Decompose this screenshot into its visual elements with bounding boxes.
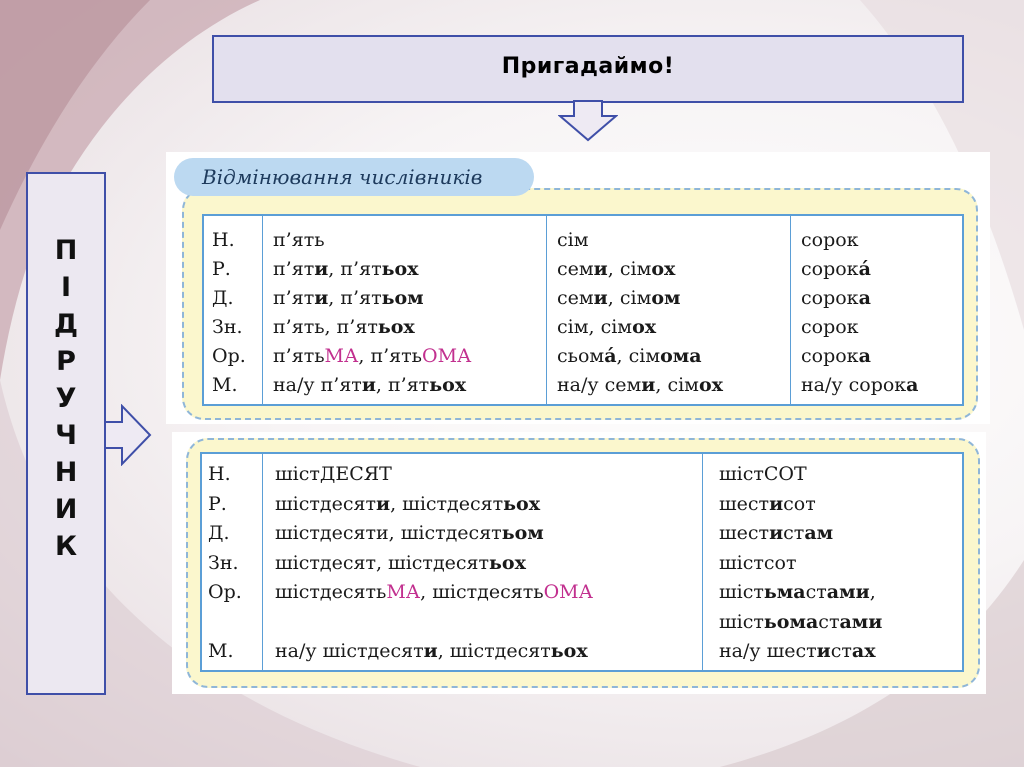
word-form — [273, 313, 546, 342]
marked-suffix: МА — [386, 581, 421, 603]
stem: шістДЕСЯТ — [275, 463, 392, 485]
word-form — [557, 284, 790, 313]
stem: на/у шест — [719, 640, 817, 662]
ending: ьох — [377, 316, 415, 338]
side-letter: Ч — [55, 420, 77, 451]
ending: ьох — [381, 258, 419, 280]
word-form — [273, 226, 546, 255]
right-arrow-icon — [104, 404, 152, 466]
title-banner — [212, 35, 964, 103]
side-letter: И — [54, 494, 78, 525]
declension-table-2 — [200, 452, 964, 672]
ending: и — [593, 258, 608, 280]
ending: и — [314, 287, 329, 309]
side-letter: У — [55, 383, 77, 414]
stem: на/у сем — [557, 374, 642, 396]
marked-suffix: МА — [324, 345, 359, 367]
ending: ьом — [381, 287, 424, 309]
stem: шістдесяти, шістдесят — [275, 522, 502, 544]
word-form — [801, 342, 962, 371]
word-form — [801, 284, 962, 313]
word-form — [275, 578, 702, 608]
stem: , п’ять — [358, 345, 423, 367]
six-hundred-column — [702, 454, 962, 670]
side-letter: Н — [54, 457, 78, 488]
stem: ст — [818, 610, 840, 633]
ending: и — [375, 492, 391, 515]
side-letter: П — [54, 235, 78, 266]
stem: сорок — [801, 229, 859, 251]
word-form — [557, 342, 790, 371]
word-form — [719, 608, 962, 638]
ending: ах — [851, 640, 876, 662]
side-label — [28, 232, 104, 565]
stem: ст — [805, 581, 827, 603]
ending: ох — [698, 374, 723, 396]
case-label: Н. — [208, 463, 231, 485]
stem: сем — [557, 287, 594, 309]
stem: сем — [557, 258, 594, 280]
stem: ст — [830, 640, 852, 662]
side-letter: Д — [53, 309, 79, 340]
ending: ами — [826, 581, 870, 603]
word-form — [557, 255, 790, 284]
case-label: Н. — [212, 229, 235, 251]
word-form — [273, 371, 546, 400]
marked-suffix: ОМА — [422, 345, 472, 367]
side-letter: К — [54, 531, 78, 562]
stem: на/у сорок — [801, 374, 907, 396]
word-form — [719, 460, 962, 490]
word-form — [275, 549, 702, 579]
stem: шістдесят — [275, 492, 376, 515]
stem: , п’ят — [375, 374, 430, 396]
ending: ом — [651, 287, 681, 309]
stem: сот — [783, 492, 816, 515]
ending: и — [361, 374, 376, 396]
ending: ьох — [550, 640, 588, 662]
ending: ьома — [763, 610, 819, 633]
stem: , шістдесять — [420, 581, 544, 603]
ending: á — [604, 345, 617, 367]
stem: шіст — [719, 581, 764, 603]
word-form — [275, 637, 702, 667]
ending: и — [816, 640, 831, 662]
stem: сім, сім — [557, 316, 633, 338]
ending: ьма — [763, 581, 806, 603]
stem: шістсот — [719, 551, 797, 574]
ending: ох — [632, 316, 657, 338]
case-column — [202, 454, 262, 670]
word-form — [273, 342, 546, 371]
case-label: Ор. — [212, 345, 246, 367]
stem: , сім — [607, 258, 652, 280]
ending: ьом — [501, 522, 544, 544]
ending: ьох — [503, 492, 541, 515]
stem: шістдесять — [275, 581, 387, 603]
ending: и — [423, 640, 438, 662]
ending: ома — [660, 345, 702, 367]
word-form — [557, 226, 790, 255]
stem: сорок — [801, 316, 859, 338]
word-form — [275, 519, 702, 549]
ending: ьох — [429, 374, 467, 396]
forty-column — [790, 216, 962, 404]
stem: сорок — [801, 345, 859, 367]
page-title: Пригадаймо! — [501, 53, 675, 79]
word-form — [801, 371, 962, 400]
stem: шест — [719, 492, 770, 515]
stem: п’ять — [273, 229, 325, 251]
stem: п’ять, п’ят — [273, 316, 378, 338]
stem: , шістдесят — [437, 640, 551, 662]
word-form — [719, 519, 962, 549]
word-form — [273, 284, 546, 313]
stem: на/у п’ят — [273, 374, 362, 396]
case-label: Д. — [208, 522, 230, 544]
stem: шіст — [719, 610, 764, 633]
word-form — [719, 578, 962, 608]
case-label: Д. — [212, 287, 234, 309]
ending: и — [769, 492, 784, 515]
word-form — [719, 549, 962, 579]
stem: п’ят — [273, 287, 315, 309]
case-label — [208, 608, 262, 638]
declension-table-1 — [202, 214, 964, 406]
word-form — [273, 255, 546, 284]
stem: шістСОТ — [719, 463, 807, 485]
down-arrow-icon — [558, 100, 618, 142]
stem: на/у шістдесят — [275, 640, 424, 662]
side-letter: Р — [56, 346, 76, 377]
case-label: М. — [208, 640, 234, 662]
word-form — [801, 255, 962, 284]
stem: шістдесят, шістдесят — [275, 551, 490, 574]
stem: , — [869, 581, 876, 603]
ending: ьох — [489, 551, 526, 574]
five-column — [262, 216, 546, 404]
ending: и — [641, 374, 656, 396]
stem: сорок — [801, 287, 859, 309]
stem: шест — [719, 522, 770, 544]
case-label: Р. — [212, 258, 231, 280]
stem: , сім — [616, 345, 661, 367]
stem: п’ят — [273, 258, 315, 280]
stem: п’ять — [273, 345, 325, 367]
side-letter: І — [60, 272, 72, 303]
seven-column — [546, 216, 790, 404]
word-form — [719, 637, 962, 667]
ending: ами — [839, 610, 883, 633]
word-form — [557, 371, 790, 400]
word-form — [801, 313, 962, 342]
side-label-box — [26, 172, 106, 695]
ending: á — [858, 258, 871, 280]
word-form — [801, 226, 962, 255]
stem: сорок — [801, 258, 859, 280]
word-form — [557, 313, 790, 342]
stem: сьом — [557, 345, 605, 367]
ending: а — [906, 374, 919, 396]
stem: ст — [783, 522, 805, 544]
marked-suffix: ОМА — [543, 581, 593, 603]
stem: , сім — [655, 374, 699, 396]
stem: , шістдесят — [390, 492, 504, 515]
word-form — [275, 490, 702, 520]
sixty-column — [262, 454, 702, 670]
case-label: Зн. — [212, 316, 243, 338]
case-label: Ор. — [208, 581, 242, 603]
ending: ох — [651, 258, 676, 280]
stem: сім — [557, 229, 589, 251]
section-heading: Відмінювання числівників — [174, 158, 534, 196]
ending: а — [858, 345, 871, 367]
stem: , сім — [607, 287, 652, 309]
word-form — [275, 460, 702, 490]
word-form — [275, 608, 702, 638]
ending: ам — [804, 522, 834, 544]
word-form — [719, 490, 962, 520]
case-label: М. — [212, 374, 238, 396]
ending: а — [858, 287, 871, 309]
stem: , п’ят — [328, 258, 382, 280]
ending: и — [593, 287, 608, 309]
ending: и — [769, 522, 784, 544]
ending: и — [314, 258, 329, 280]
case-column — [204, 216, 262, 404]
case-label: Зн. — [208, 551, 239, 574]
stem: , п’ят — [328, 287, 382, 309]
case-label: Р. — [208, 492, 227, 515]
